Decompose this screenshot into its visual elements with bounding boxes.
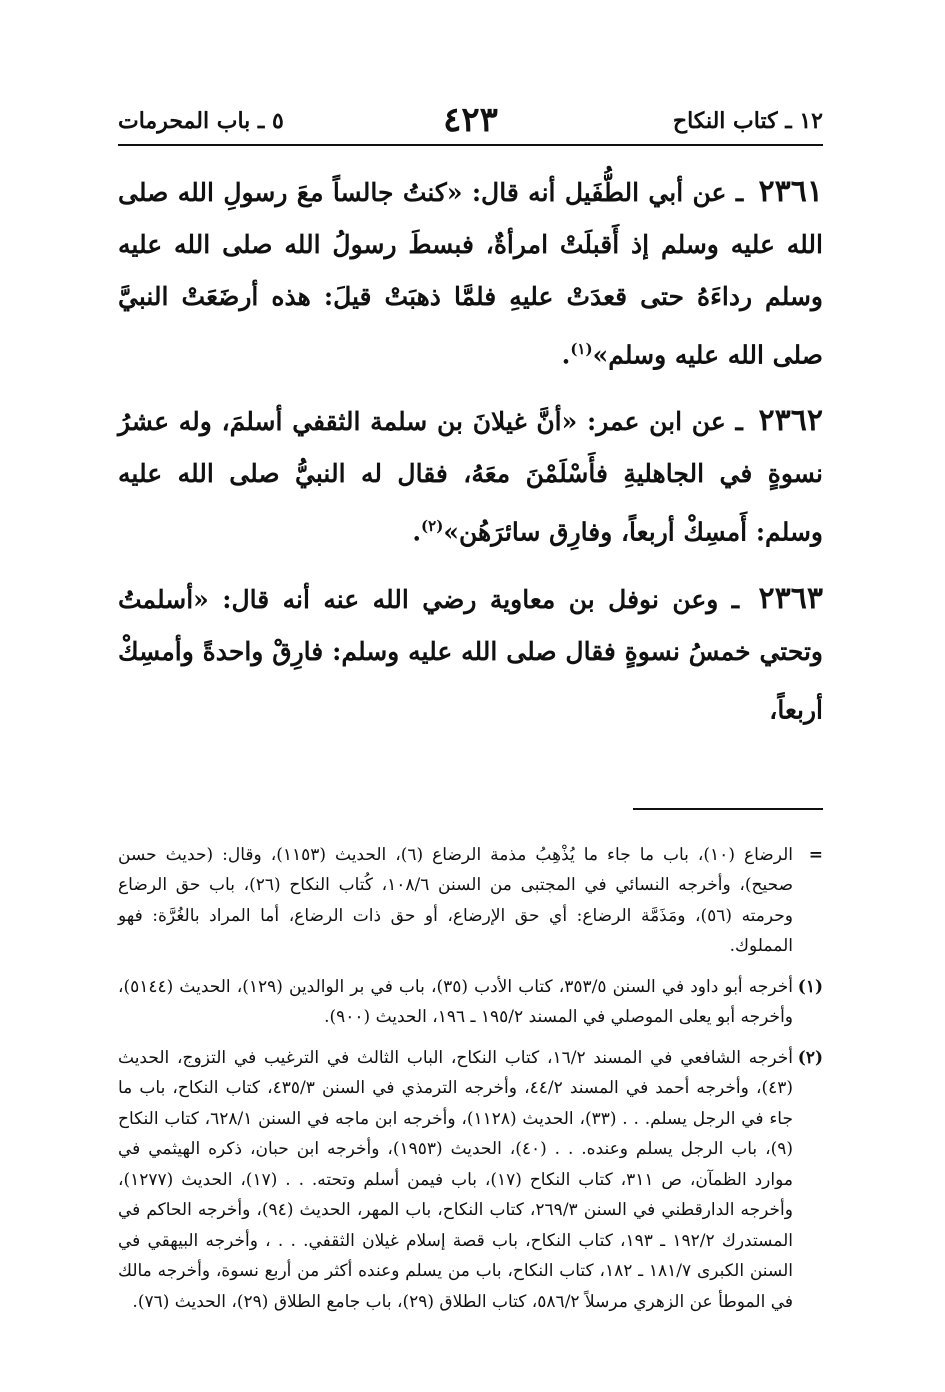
footnote-text: أخرجه الشافعي في المسند ١٦/٢، كتاب النكاح، الباب الثالث في الترغيب في التزوج، الحديث (٤٣)، وأخرجه أحمد في المسند ٤٤/٢، وأخرجه الترمذي في السنن ٤٣٥/٣، كتاب النكاح، باب ما جاء في الرجل يسلم. . . (٣٣)، الحديث (١١٢٨)، وأخرجه ابن ماجه في السنن ٦٢٨/١، كتاب النكاح (٩)، باب الرجل يسلم وعنده. . . (٤٠)، الحديث (١٩٥٣)، وأخرجه ابن حبان، ذكره الهيثمي في موارد الظمآن، ص ٣١١، كتاب النكاح (١٧)، باب فيمن أسلم وتحته. . . (١٧)، الحديث (١٢٧٧)، وأخرجه الدارقطني في السنن ٢٦٩/٣، كتاب النكاح، باب المهر، الحديث (٩٤)، وأخرجه الحاكم في المستدرك ١٩٢/٢ ـ ١٩٣، كتاب النكاح، باب قصة إسلام غيلان الثقفي. . . ، وأخرجه البيهقي في السنن الكبرى ١٨١/٧ ـ ١٨٢، كتاب النكاح، باب من يسلم وعنده أكثر من أربع نسوة، وأخرجه مالك في الموطأ عن الزهري مرسلاً ٥٨٦/٢، كتاب الطلاق (٢٩)، باب جامع الطلاق (٢٩)، الحديث (٧٦). (118, 1047, 794, 1312)
hadith-end: . (412, 517, 422, 547)
hadith-text: ـ وعن نوفل بن معاوية رضي الله عنه أنه قال: «أسلمتُ وتحتي خمسُ نسوةٍ فقال صلى الله عليه وسلم: فارِقْ واحدةً وأمسِكْ أربعاً، (118, 584, 823, 724)
hadith-number: ٢٣٦٣ (758, 580, 823, 616)
main-text (118, 166, 823, 736)
hadith-text: ـ عن أبي الطُّفَيل أنه قال: «كنتُ جالساً معَ رسولِ الله صلى الله عليه وسلم إذ أَقبلَتْ امرأةٌ، فبسطَ رسولُ الله صلى الله عليه وسلم رداءَهُ حتى قعدَتْ عليهِ فلمَّا ذهبَتْ قيلَ: هذه أرضَعَتْ النبيَّ صلى الله عليه وسلم» (118, 178, 823, 370)
page-number: ٤٢٣ (443, 100, 498, 140)
footnote-ref: (١) (570, 340, 593, 358)
hadith-number: ٢٣٦٢ (758, 403, 823, 439)
footnote-2 (118, 1043, 823, 1318)
footnote-separator (633, 808, 823, 810)
hadith-2362 (118, 395, 823, 558)
hadith-number: ٢٣٦١ (758, 174, 823, 209)
footnotes (118, 840, 823, 1318)
footnote-ref: (٢) (421, 517, 444, 536)
running-header (118, 96, 823, 146)
hadith-2361 (118, 166, 823, 381)
footnote-continuation (118, 840, 823, 962)
hadith-text: ـ عن ابن عمر: «أنَّ غيلانَ بن سلمة الثقفي أسلمَ، وله عشرُ نسوةٍ في الجاهليةِ فأَسْلَمْنَ معَهُ، فقال له النبيُّ صلى الله عليه وسلم: أَمسِكْ أربعاً، وفارِق سائرَهُن» (118, 407, 823, 547)
footnote-1 (118, 972, 823, 1033)
hadith-2363 (118, 573, 823, 736)
footnote-text: أخرجه أبو داود في السنن ٣٥٣/٥، كتاب الأدب (٣٥)، باب في بر الوالدين (١٢٩)، الحديث (٥١٤٤)، وأخرجه أبو يعلى الموصلي في المسند ١٩٥/٢ ـ ١٩٦، الحديث (٩٠٠). (118, 976, 793, 1028)
footnote-marker: = (808, 844, 823, 865)
chapter-title: ١٢ ـ كتاب النكاح (672, 108, 823, 134)
footnote-text: الرضاع (١٠)، باب ما جاء ما يُذْهِبُ مذمة الرضاع (٦)، الحديث (١١٥٣)، وقال: (حديث حسن صحيح)، وأخرجه النسائي في المجتبى من السنن ١٠٨/٦، كُتاب النكاح (٢٦)، باب حق الرضاع وحرمته (٥٦)، ومَذَمَّة الرضاع: أي حق الإرضاع، أو حق ذات الرضاع، أما المراد بالغُرَّة: فهو المملوك. (118, 844, 794, 957)
book-page (118, 96, 823, 1327)
footnote-marker: (١) (797, 976, 823, 997)
footnote-marker: (٢) (797, 1047, 823, 1068)
hadith-end: . (561, 340, 571, 370)
section-title: ٥ ـ باب المحرمات (118, 108, 284, 134)
